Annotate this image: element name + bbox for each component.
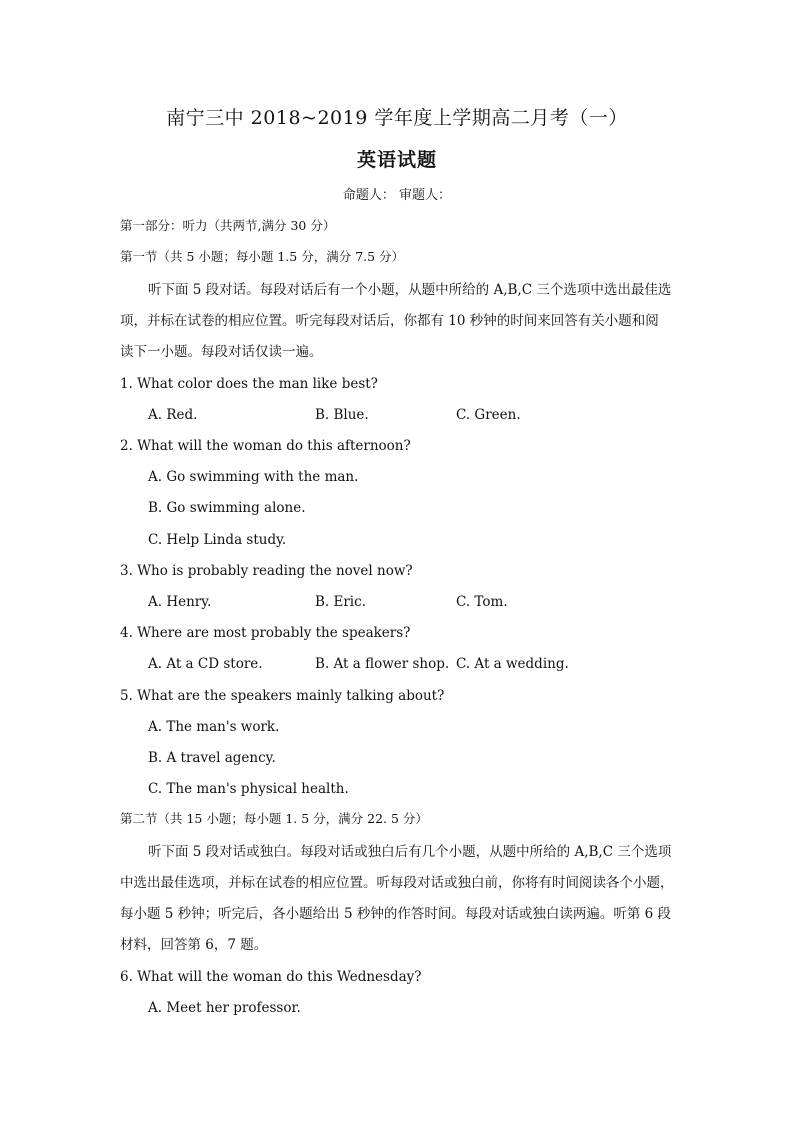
option-c: C. Green. [456,407,521,423]
option-a: A. At a CD store. [148,656,263,672]
section1-instruction-line: 项，并标在试卷的相应位置。听完每段对话后，你都有 10 秒钟的时间来回答有关小题和阅 [120,313,659,329]
option-c: C. The man's physical health. [148,781,349,797]
section1-instruction-line: 读下一小题。每段对话仅读一遍。 [120,344,323,360]
option-b: B. Blue. [315,407,369,423]
part1-heading: 第一部分：听力（共两节,满分 30 分） [120,218,336,233]
question-2: 2. What will the woman do this afternoon? [120,438,411,454]
section2-instruction-line: 中选出最佳选项，并标在试卷的相应位置。听每段对话或独白前，你将有时间阅读各个小题， [120,875,674,891]
option-a: A. Red. [148,407,198,423]
section2-heading: 第二节（共 15 小题；每小题 1. 5 分，满分 22. 5 分） [120,811,428,826]
section2-instruction-line: 每小题 5 秒钟；听完后，各小题给出 5 秒钟的作答时间。每段对话或独白读两遍。听第 6 段 [120,906,672,922]
section1-heading: 第一节（共 5 小题；每小题 1.5 分，满分 7.5 分） [120,249,405,264]
question-4: 4. Where are most probably the speakers? [120,625,411,641]
question-3: 3. Who is probably reading the novel now? [120,563,413,579]
option-c: C. Help Linda study. [148,532,287,548]
option-b: B. Go swimming alone. [148,500,306,516]
authors-line: 命题人： 审题人： [342,188,452,203]
option-a: A. Meet her professor. [148,1000,301,1016]
question-1: 1. What color does the man like best? [120,376,378,392]
option-a: A. Go swimming with the man. [148,469,359,485]
option-a: A. Henry. [148,594,212,610]
option-b: B. At a flower shop. [315,656,450,672]
option-c: C. Tom. [456,594,508,610]
option-b: B. A travel agency. [148,750,276,766]
option-b: B. Eric. [315,594,366,610]
exam-subtitle: 英语试题 [356,149,437,171]
option-a: A. The man's work. [148,719,280,735]
question-6: 6. What will the woman do this Wednesday? [120,969,422,985]
exam-title: 南宁三中 2018~2019 学年度上学期高二月考（一） [166,107,628,129]
option-c: C. At a wedding. [456,656,569,672]
question-5: 5. What are the speakers mainly talking about? [120,688,445,704]
section2-instruction-line: 听下面 5 段对话或独白。每段对话或独白后有几个小题，从题中所给的 A,B,C 三个选项 [148,844,672,860]
section2-instruction-line: 材料，回答第 6，7 题。 [120,937,268,953]
section1-instruction-line: 听下面 5 段对话。每段对话后有一个小题，从题中所给的 A,B,C 三个选项中选出最佳选 [148,282,672,298]
